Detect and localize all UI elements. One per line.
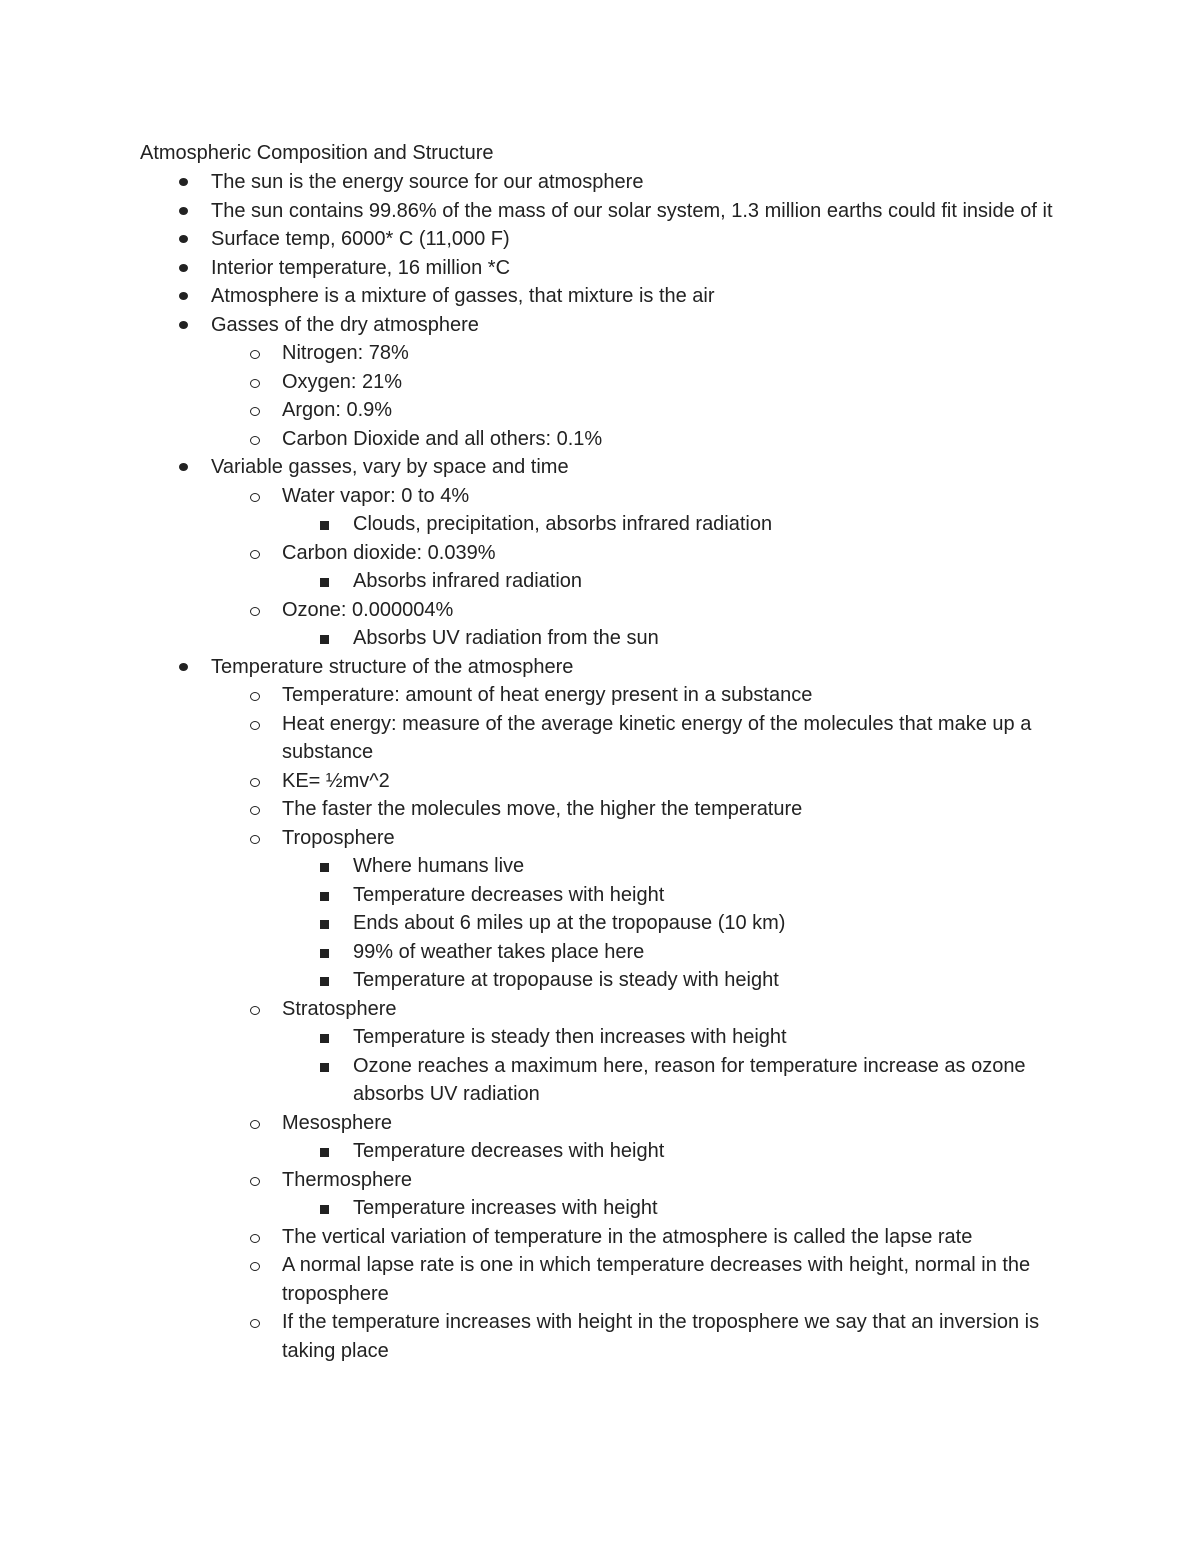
disc-bullet-icon xyxy=(179,663,188,671)
list-item xyxy=(140,1223,1070,1252)
list-item xyxy=(140,311,1070,340)
list-item-text: Temperature is steady then increases with height xyxy=(353,1026,787,1048)
list-item-text: The sun contains 99.86% of the mass of our solar system, 1.3 million earths could fit inside of it xyxy=(211,199,1053,222)
list-item-text: Ozone: 0.000004% xyxy=(282,598,454,621)
list-item-text: Mesosphere xyxy=(282,1111,393,1134)
list-item-text: Ends about 6 miles up at the tropopause (10 km) xyxy=(353,912,786,934)
list-item-text: Temperature decreases with height xyxy=(353,883,665,906)
list-item-text: Where humans live xyxy=(353,855,525,877)
list-item-text: Temperature increases with height xyxy=(353,1197,658,1219)
list-item xyxy=(140,396,1070,425)
bullet-outline xyxy=(140,168,1070,1365)
list-item xyxy=(140,852,1070,881)
list-item xyxy=(140,567,1070,596)
list-item-text: Nitrogen: 78% xyxy=(282,342,409,364)
list-item-text: Clouds, precipitation, absorbs infrared radiation xyxy=(353,513,773,535)
circle-bullet-icon xyxy=(250,407,260,416)
list-item-text: Water vapor: 0 to 4% xyxy=(282,484,470,507)
square-bullet-icon xyxy=(320,863,329,872)
list-item xyxy=(140,168,1070,197)
list-item xyxy=(140,482,1070,511)
circle-bullet-icon xyxy=(250,436,260,445)
list-item-text: Temperature decreases with height xyxy=(353,1140,665,1162)
list-item xyxy=(140,225,1070,254)
list-item-text: Troposphere xyxy=(282,826,395,849)
circle-bullet-icon xyxy=(250,1234,260,1243)
circle-bullet-icon xyxy=(250,1177,260,1186)
list-item xyxy=(140,938,1070,967)
square-bullet-icon xyxy=(320,1148,329,1157)
list-item-text: Temperature structure of the atmosphere xyxy=(211,655,574,678)
circle-bullet-icon xyxy=(250,835,260,844)
list-item-text: Carbon Dioxide and all others: 0.1% xyxy=(282,427,603,450)
list-item xyxy=(140,1166,1070,1195)
list-item xyxy=(140,1109,1070,1138)
list-item xyxy=(140,624,1070,653)
list-item xyxy=(140,909,1070,938)
list-item xyxy=(140,596,1070,625)
list-item xyxy=(140,368,1070,397)
circle-bullet-icon xyxy=(250,1319,260,1328)
disc-bullet-icon xyxy=(179,235,188,243)
list-item-text: If the temperature increases with height in the troposphere we say that an inversion is taking place xyxy=(282,1311,1040,1362)
list-item-text: Absorbs infrared radiation xyxy=(353,570,583,592)
list-item xyxy=(140,510,1070,539)
list-item-text: The sun is the energy source for our atmosphere xyxy=(211,171,644,193)
list-item-text: The faster the molecules move, the higher the temperature xyxy=(282,798,803,820)
circle-bullet-icon xyxy=(250,778,260,787)
list-item xyxy=(140,254,1070,283)
list-item-text: Ozone reaches a maximum here, reason for temperature increase as ozone absorbs UV radiation xyxy=(353,1054,1026,1105)
list-item-text: Heat energy: measure of the average kinetic energy of the molecules that make up a substance xyxy=(282,712,1032,763)
list-item xyxy=(140,681,1070,710)
circle-bullet-icon xyxy=(250,607,260,616)
square-bullet-icon xyxy=(320,977,329,986)
circle-bullet-icon xyxy=(250,1120,260,1129)
list-item-text: Carbon dioxide: 0.039% xyxy=(282,541,496,564)
circle-bullet-icon xyxy=(250,493,260,502)
circle-bullet-icon xyxy=(250,350,260,359)
list-item-text: A normal lapse rate is one in which temperature decreases with height, normal in the troposphere xyxy=(282,1254,1031,1305)
square-bullet-icon xyxy=(320,521,329,530)
square-bullet-icon xyxy=(320,949,329,958)
list-item-text: Temperature: amount of heat energy present in a substance xyxy=(282,684,813,706)
list-item xyxy=(140,966,1070,995)
list-item xyxy=(140,282,1070,311)
list-item xyxy=(140,881,1070,910)
list-item xyxy=(140,1251,1070,1308)
document-title: Atmospheric Composition and Structure xyxy=(140,142,494,164)
list-item-text: Interior temperature, 16 million *C xyxy=(211,256,511,279)
list-item xyxy=(140,539,1070,568)
disc-bullet-icon xyxy=(179,463,188,471)
circle-bullet-icon xyxy=(250,721,260,730)
list-item xyxy=(140,653,1070,682)
list-item-text: Oxygen: 21% xyxy=(282,370,403,393)
circle-bullet-icon xyxy=(250,379,260,388)
list-item xyxy=(140,824,1070,853)
disc-bullet-icon xyxy=(179,207,188,215)
circle-bullet-icon xyxy=(250,1006,260,1015)
disc-bullet-icon xyxy=(179,292,188,300)
square-bullet-icon xyxy=(320,578,329,587)
disc-bullet-icon xyxy=(179,264,188,272)
list-item-text: Atmosphere is a mixture of gasses, that mixture is the air xyxy=(211,285,715,307)
list-item xyxy=(140,339,1070,368)
list-item-text: Variable gasses, vary by space and time xyxy=(211,456,569,478)
square-bullet-icon xyxy=(320,1034,329,1043)
list-item xyxy=(140,1308,1070,1365)
list-item xyxy=(140,1052,1070,1109)
square-bullet-icon xyxy=(320,892,329,901)
list-item-text: Gasses of the dry atmosphere xyxy=(211,313,479,336)
list-item-text: Surface temp, 6000* C (11,000 F) xyxy=(211,228,510,250)
list-item xyxy=(140,767,1070,796)
square-bullet-icon xyxy=(320,1063,329,1072)
list-item-text: 99% of weather takes place here xyxy=(353,940,645,963)
list-item xyxy=(140,795,1070,824)
list-item xyxy=(140,425,1070,454)
circle-bullet-icon xyxy=(250,692,260,701)
list-item-text: Stratosphere xyxy=(282,997,397,1020)
list-item xyxy=(140,1023,1070,1052)
square-bullet-icon xyxy=(320,920,329,929)
list-item xyxy=(140,1137,1070,1166)
list-item xyxy=(140,453,1070,482)
list-item-text: Absorbs UV radiation from the sun xyxy=(353,627,659,649)
circle-bullet-icon xyxy=(250,806,260,815)
list-item-text: Thermosphere xyxy=(282,1168,413,1191)
list-item-text: The vertical variation of temperature in the atmosphere is called the lapse rate xyxy=(282,1225,973,1248)
list-item-text: KE= ½mv^2 xyxy=(282,769,390,792)
disc-bullet-icon xyxy=(179,178,188,186)
list-item-text: Temperature at tropopause is steady with height xyxy=(353,969,779,991)
square-bullet-icon xyxy=(320,1205,329,1214)
list-item-text: Argon: 0.9% xyxy=(282,399,393,421)
disc-bullet-icon xyxy=(179,321,188,329)
circle-bullet-icon xyxy=(250,1262,260,1271)
square-bullet-icon xyxy=(320,635,329,644)
list-item xyxy=(140,1194,1070,1223)
list-item xyxy=(140,710,1070,767)
list-item xyxy=(140,995,1070,1024)
list-item xyxy=(140,197,1070,226)
circle-bullet-icon xyxy=(250,550,260,559)
